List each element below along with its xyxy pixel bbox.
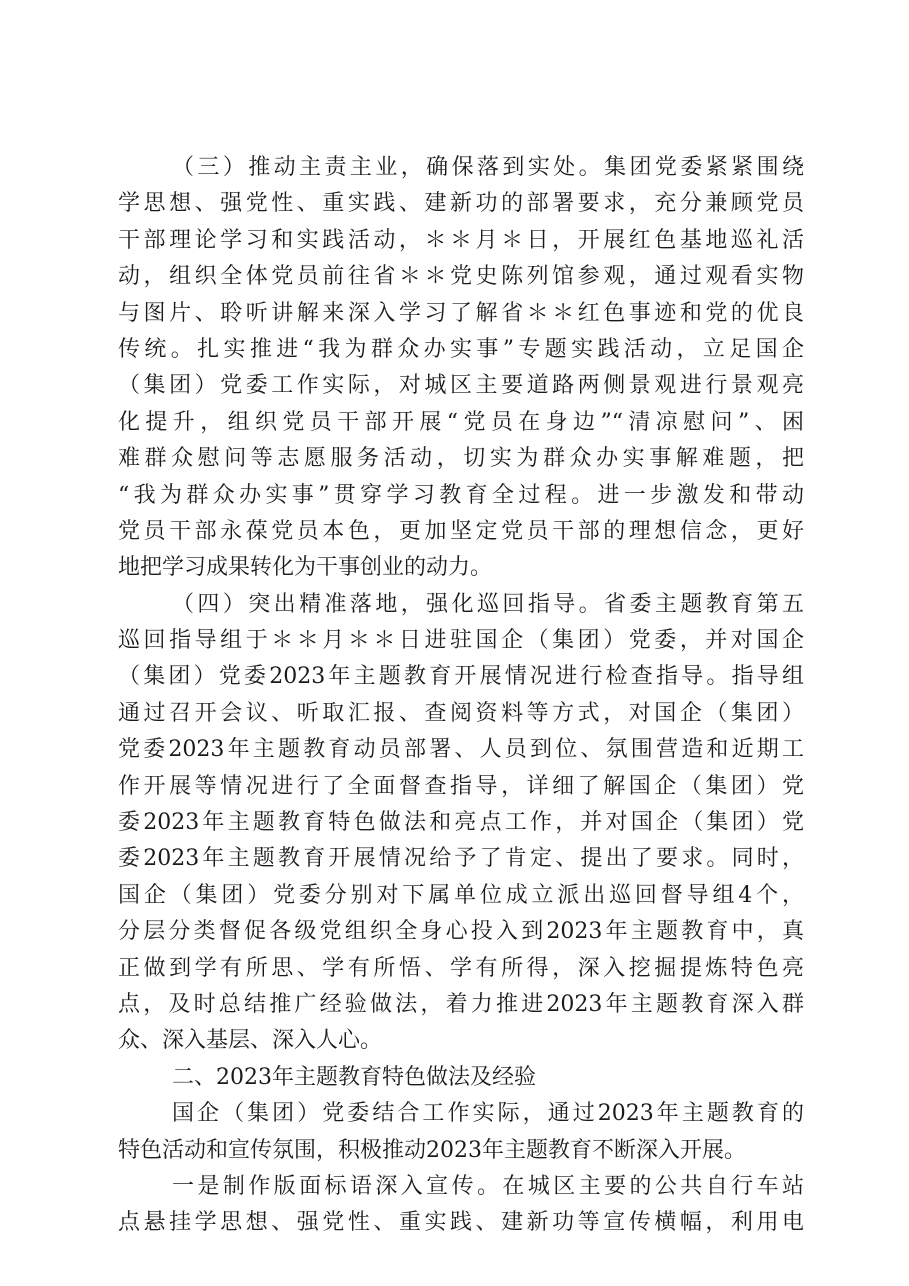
paragraph-line: 难群众慰问等志愿服务活动，切实为群众办实事解难题，把 (118, 446, 804, 472)
paragraph-line: “我为群众办实事”贯穿学习教育全过程。进一步激发和带动 (118, 482, 804, 508)
paragraph-line: 点悬挂学思想、强党性、重实践、建新功等宣传横幅，利用电 (118, 1210, 804, 1236)
paragraph-line: （集团）党委2023年主题教育开展情况进行检查指导。指导组 (118, 664, 804, 690)
paragraph-line: 学思想、强党性、重实践、建新功的部署要求，充分兼顾党员 (118, 191, 804, 217)
paragraph-first-line: （三）推动主责主业，确保落到实处。集团党委紧紧围绕 (172, 155, 804, 180)
paragraph-line: 正做到学有所思、学有所悟、学有所得，深入挖掘提炼特色亮 (118, 955, 804, 981)
paragraph-line: 党委2023年主题教育动员部署、人员到位、氛围营造和近期工 (118, 737, 804, 763)
paragraph-first-line: 一是制作版面标语深入宣传。在城区主要的公共自行车站 (172, 1173, 804, 1199)
paragraph-line: 点，及时总结推广经验做法，着力推进2023年主题教育深入群 (118, 991, 804, 1017)
paragraph-line: 地把学习成果转化为干事创业的动力。 (118, 555, 493, 581)
paragraph-first-line: 国企（集团）党委结合工作实际，通过2023年主题教育的 (172, 1101, 804, 1127)
paragraph-line: 巡回指导组于＊＊月＊＊日进驻国企（集团）党委，并对国企 (118, 628, 804, 654)
paragraph-line: 动，组织全体党员前往省＊＊党史陈列馆参观，通过观看实物 (118, 264, 804, 290)
paragraph-line: 传统。扎实推进“我为群众办实事”专题实践活动，立足国企 (118, 336, 804, 362)
paragraph-line: 众、深入基层、深入人心。 (118, 1028, 383, 1054)
paragraph-line: （集团）党委工作实际，对城区主要道路两侧景观进行景观亮 (118, 373, 804, 399)
paragraph-line: 特色活动和宣传氛围，积极推动2023年主题教育不断深入开展。 (118, 1137, 746, 1163)
paragraph-line: 通过召开会议、听取汇报、查阅资料等方式，对国企（集团） (118, 700, 804, 726)
paragraph-first-line: （四）突出精准落地，强化巡回指导。省委主题教育第五 (172, 591, 804, 617)
document-body (118, 150, 804, 1242)
paragraph-line: 化提升，组织党员干部开展“党员在身边”“清凉慰问”、困 (118, 409, 804, 435)
paragraph-line: 与图片、聆听讲解来深入学习了解省＊＊红色事迹和党的优良 (118, 300, 804, 326)
paragraph-line: 作开展等情况进行了全面督查指导，详细了解国企（集团）党 (118, 773, 804, 799)
paragraph-line: 党员干部永葆党员本色，更加坚定党员干部的理想信念，更好 (118, 518, 804, 544)
paragraph-line: 委2023年主题教育特色做法和亮点工作，并对国企（集团）党 (118, 810, 804, 836)
paragraph-first-line: 二、2023年主题教育特色做法及经验 (172, 1064, 536, 1090)
paragraph-line: 干部理论学习和实践活动，＊＊月＊日，开展红色基地巡礼活 (118, 227, 804, 253)
paragraph-line: 委2023年主题教育开展情况给予了肯定、提出了要求。同时， (118, 846, 804, 872)
paragraph-line: 分层分类督促各级党组织全身心投入到2023年主题教育中，真 (118, 919, 804, 945)
paragraph-line: 国企（集团）党委分别对下属单位成立派出巡回督导组4个， (118, 882, 804, 908)
